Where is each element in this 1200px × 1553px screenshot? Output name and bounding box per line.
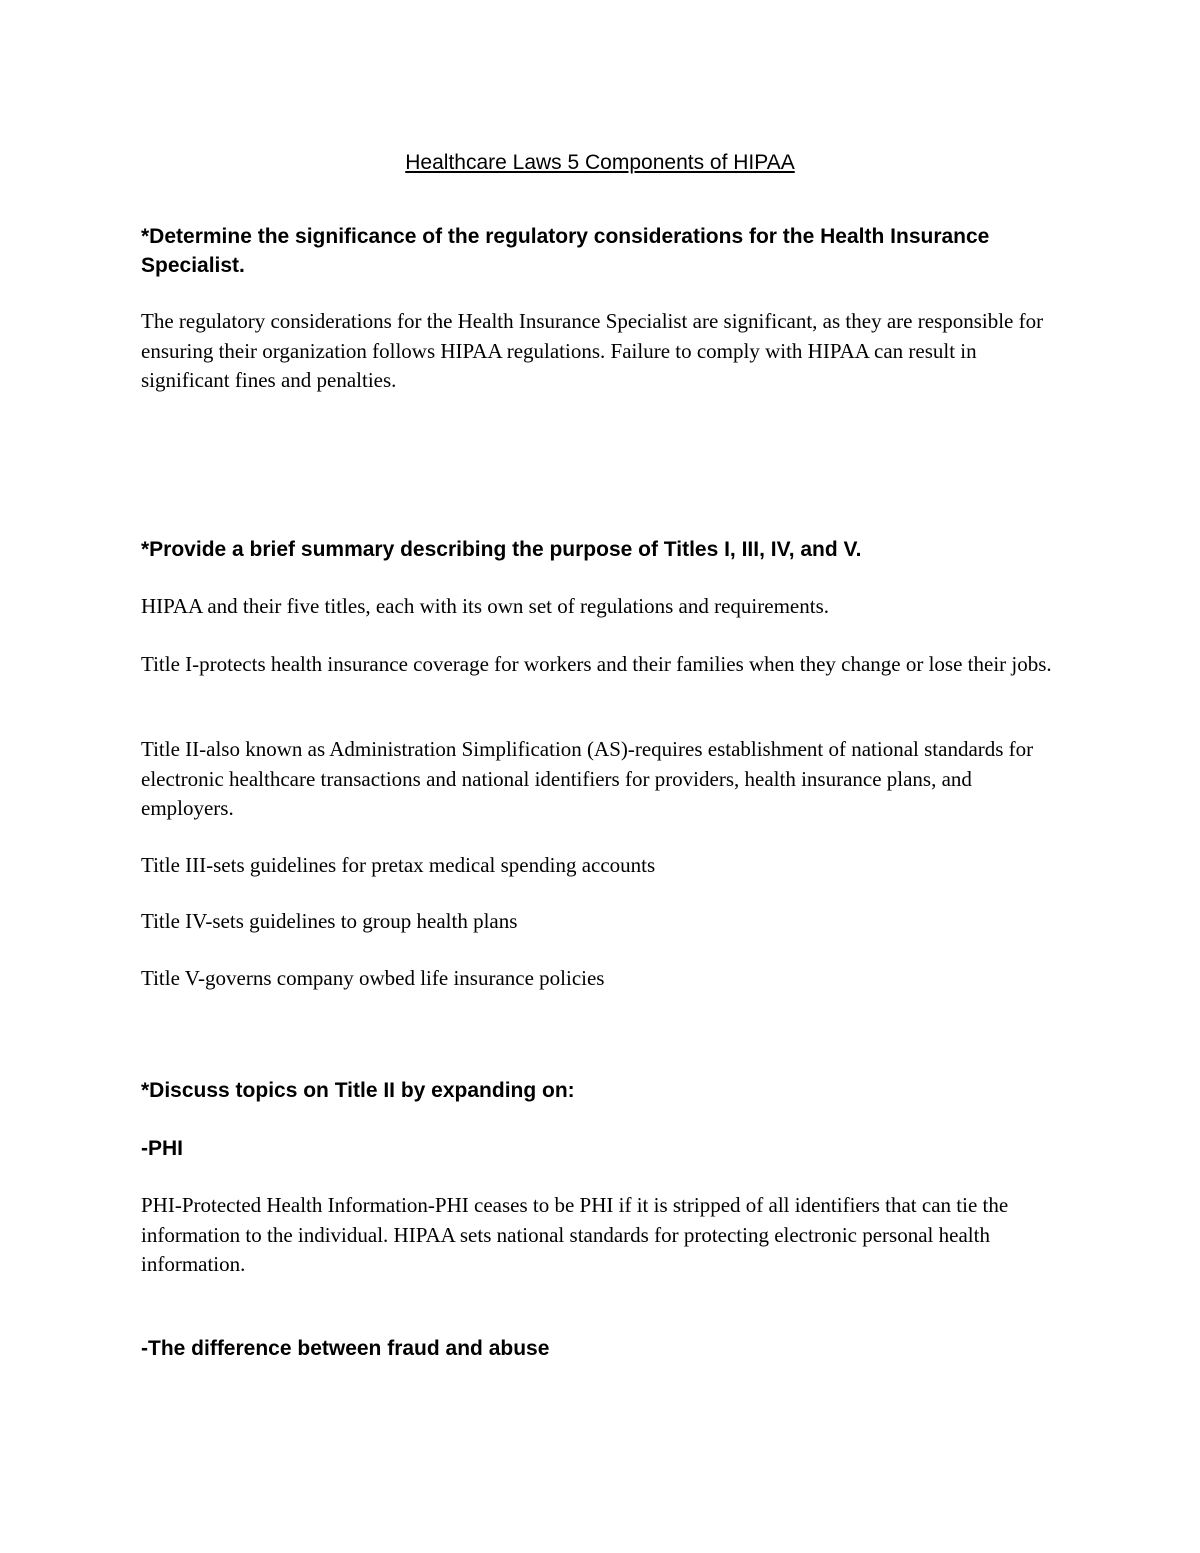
phi-heading: -PHI (141, 1137, 183, 1160)
document-title: Healthcare Laws 5 Components of HIPAA (405, 151, 795, 174)
question-1-answer: The regulatory considerations for the Health Insurance Specialist are significant, as they are responsible for ensuring their organization follows HIPAA regulations. Failure to comply with HIPAA can result in significant fines and penalties. (141, 309, 1044, 392)
question-2-intro: HIPAA and their five titles, each with its own set of regulations and requirements. (141, 594, 829, 618)
title-3-summary: Title III-sets guidelines for pretax medical spending accounts (141, 853, 656, 877)
phi-answer: PHI-Protected Health Information-PHI ceases to be PHI if it is stripped of all identifiers that can tie the information to the individual. HIPAA sets national standards for protecting electronic personal health information. (141, 1193, 1009, 1276)
question-3-heading: *Discuss topics on Title II by expanding on: (141, 1079, 575, 1102)
title-4-summary: Title IV-sets guidelines to group health plans (141, 909, 518, 933)
question-2-heading: *Provide a brief summary describing the purpose of Titles I, III, IV, and V. (141, 538, 862, 561)
title-5-summary: Title V-governs company owbed life insurance policies (141, 966, 605, 990)
title-1-summary: Title I-protects health insurance coverage for workers and their families when they change or lose their jobs. (141, 652, 1052, 676)
fraud-abuse-heading: -The difference between fraud and abuse (141, 1337, 550, 1360)
question-1-heading: *Determine the significance of the regulatory considerations for the Health Insurance Specialist. (141, 225, 990, 277)
title-2-summary: Title II-also known as Administration Simplification (AS)-requires establishment of national standards for electronic healthcare transactions and national identifiers for providers, health insurance plans, and employers. (141, 737, 1034, 820)
